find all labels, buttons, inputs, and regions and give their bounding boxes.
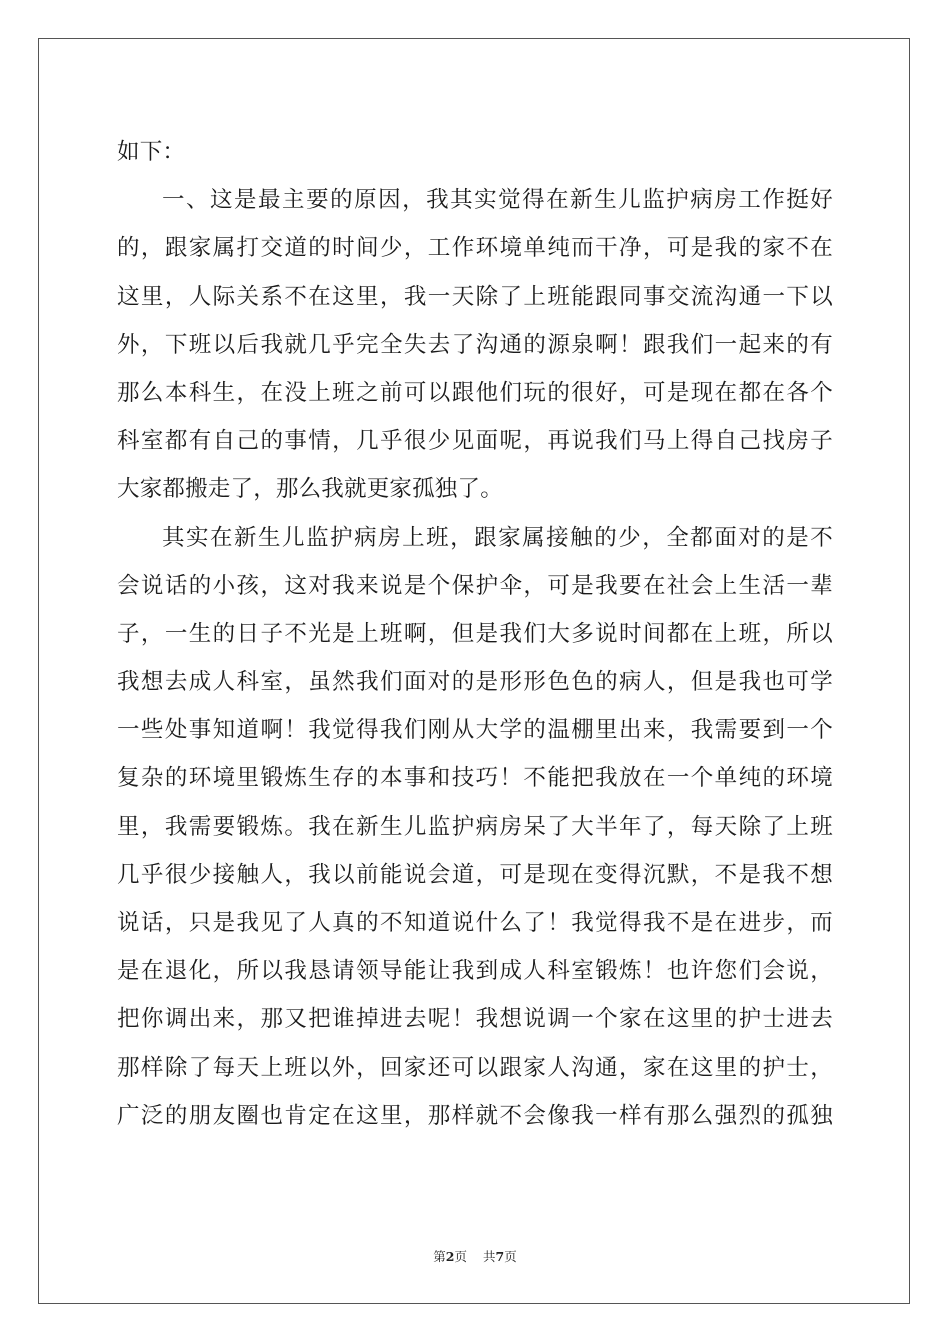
page-suffix: 页	[454, 1249, 467, 1264]
page-indicator	[433, 1249, 467, 1264]
document-body	[117, 128, 833, 1140]
text-line: 的，跟家属打交道的时间少，工作环境单纯而干净，可是我的家不在	[117, 235, 833, 262]
text-line: 说话，只是我见了人真的不知道说什么了！我觉得我不是在进步，而	[117, 910, 833, 936]
total-indicator	[483, 1249, 517, 1264]
page-prefix: 第	[433, 1249, 446, 1264]
text-line: 广泛的朋友圈也肯定在这里，那样就不会像我一样有那么强烈的孤独	[117, 1102, 833, 1129]
text-line: 其实在新生儿监护病房上班，跟家属接触的少，全都面对的是不	[162, 524, 833, 551]
text-line: 复杂的环境里锻炼生存的本事和技巧！不能把我放在一个单纯的环境	[117, 765, 833, 792]
text-line: 几乎很少接触人，我以前能说会道，可是现在变得沉默，不是我不想	[117, 861, 833, 888]
text-line: 我想去成人科室，虽然我们面对的是形形色色的病人，但是我也可学	[117, 669, 833, 696]
text-line: 里，我需要锻炼。我在新生儿监护病房呆了大半年了，每天除了上班	[117, 813, 833, 840]
text-line: 如下：	[117, 139, 186, 165]
text-line: 科室都有自己的事情，几乎很少见面呢，再说我们马上得自己找房子	[117, 428, 833, 455]
text-line: 那样除了每天上班以外，回家还可以跟家人沟通，家在这里的护士，	[117, 1054, 833, 1081]
text-line: 一、这是最主要的原因，我其实觉得在新生儿监护病房工作挺好	[162, 187, 833, 214]
total-prefix: 共	[483, 1249, 496, 1264]
text-line: 大家都搬走了，那么我就更家孤独了。	[117, 476, 503, 503]
total-number: 7	[495, 1249, 505, 1264]
text-line: 是在退化，所以我恳请领导能让我到成人科室锻炼！也许您们会说，	[117, 958, 833, 985]
text-line: 子，一生的日子不光是上班啊，但是我们大多说时间都在上班，所以	[117, 620, 833, 647]
page-footer	[0, 1247, 950, 1265]
text-line: 外，下班以后我就几乎完全失去了沟通的源泉啊！跟我们一起来的有	[117, 331, 833, 358]
text-line: 会说话的小孩，这对我来说是个保护伞，可是我要在社会上生活一辈	[117, 572, 833, 599]
page-number: 2	[445, 1249, 455, 1264]
text-line: 那么本科生，在没上班之前可以跟他们玩的很好，可是现在都在各个	[117, 379, 833, 406]
total-suffix: 页	[504, 1249, 517, 1264]
text-line: 把你调出来，那又把谁掉进去呢！我想说调一个家在这里的护士进去	[117, 1006, 833, 1033]
text-line: 一些处事知道啊！我觉得我们刚从大学的温棚里出来，我需要到一个	[117, 717, 833, 744]
text-line: 这里，人际关系不在这里，我一天除了上班能跟同事交流沟通一下以	[117, 283, 833, 310]
